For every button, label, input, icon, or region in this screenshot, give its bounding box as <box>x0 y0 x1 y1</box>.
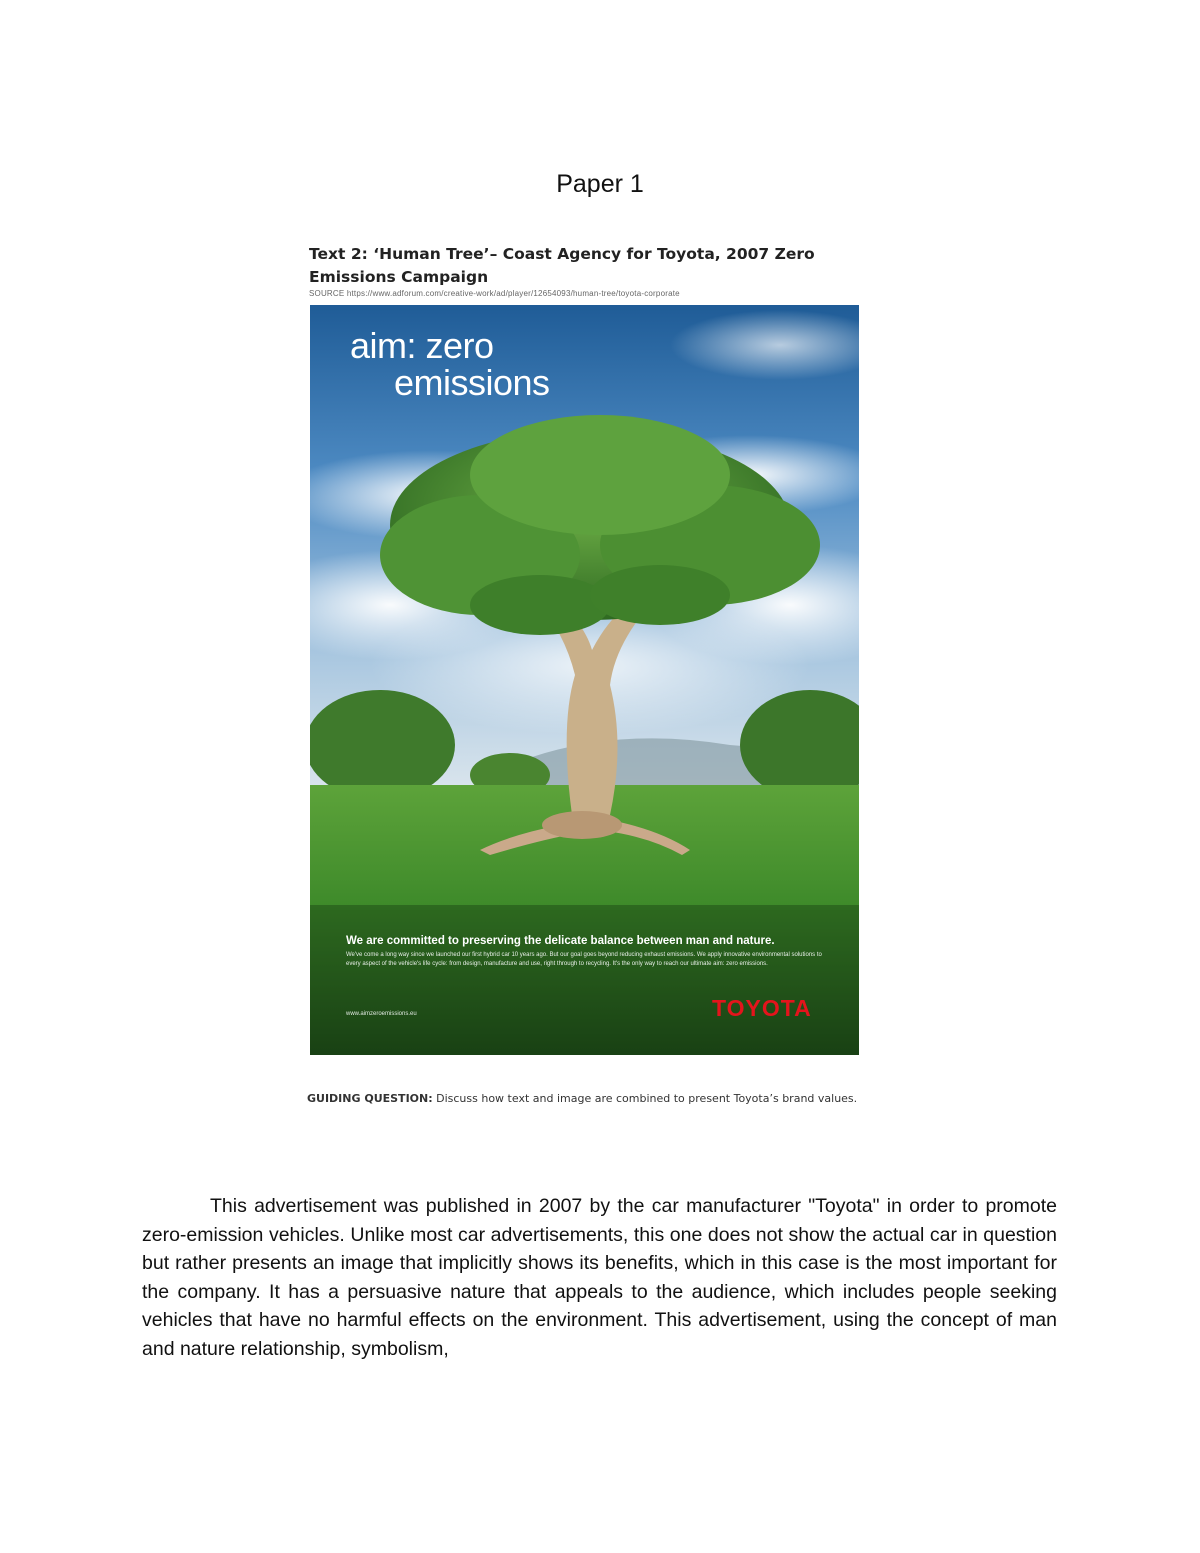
advert-url: www.aimzeroemissions.eu <box>346 1011 417 1017</box>
essay-paragraph: This advertisement was published in 2007 by the car manufacturer "Toyota" in order to promote zero-emission vehicles. Unlike most car advertisements, this one does not show the actual car in question but rather presents an image that implicitly shows its benefits, which in this case is the most important for the company. It has a persuasive nature that appeals to the audience, which includes people seeking vehicles that have no harmful effects on the environment. This advertisement, using the concept of man and nature relationship, symbolism, <box>142 1195 1057 1360</box>
page-title: Paper 1 <box>556 170 644 198</box>
figure-caption-source: SOURCE https://www.adforum.com/creative-work/ad/player/12654093/human-tree/toyota-corporate <box>309 289 680 298</box>
guiding-question-text: Discuss how text and image are combined to present Toyota’s brand values. <box>432 1092 858 1105</box>
toyota-advertisement-image <box>310 305 859 1055</box>
guiding-question <box>307 1092 927 1105</box>
advert-headline-line2: emissions <box>394 362 550 403</box>
advert-headline <box>350 327 550 401</box>
advert-commitment: We are committed to preserving the delicate balance between man and nature. <box>346 935 775 947</box>
advert-body-copy <box>346 935 836 969</box>
advert-small-print: We've come a long way since we launched our first hybrid car 10 years ago. But our goal goes beyond reducing exhaust emissions. We apply innovative environmental solutions to every aspect of the vehicle's life cycle: from design, manufacture and use, right through to recycling. It's the only way to reach our ultimate aim: zero emissions. <box>346 952 822 967</box>
guiding-question-label: GUIDING QUESTION: <box>307 1092 433 1105</box>
figure-caption-title: Text 2: ‘Human Tree’– Coast Agency for Toyota, 2007 Zero Emissions Campaign <box>309 245 815 286</box>
toyota-logo: TOYOTA <box>712 995 812 1021</box>
advert-headline-line1: aim: zero <box>350 325 494 366</box>
